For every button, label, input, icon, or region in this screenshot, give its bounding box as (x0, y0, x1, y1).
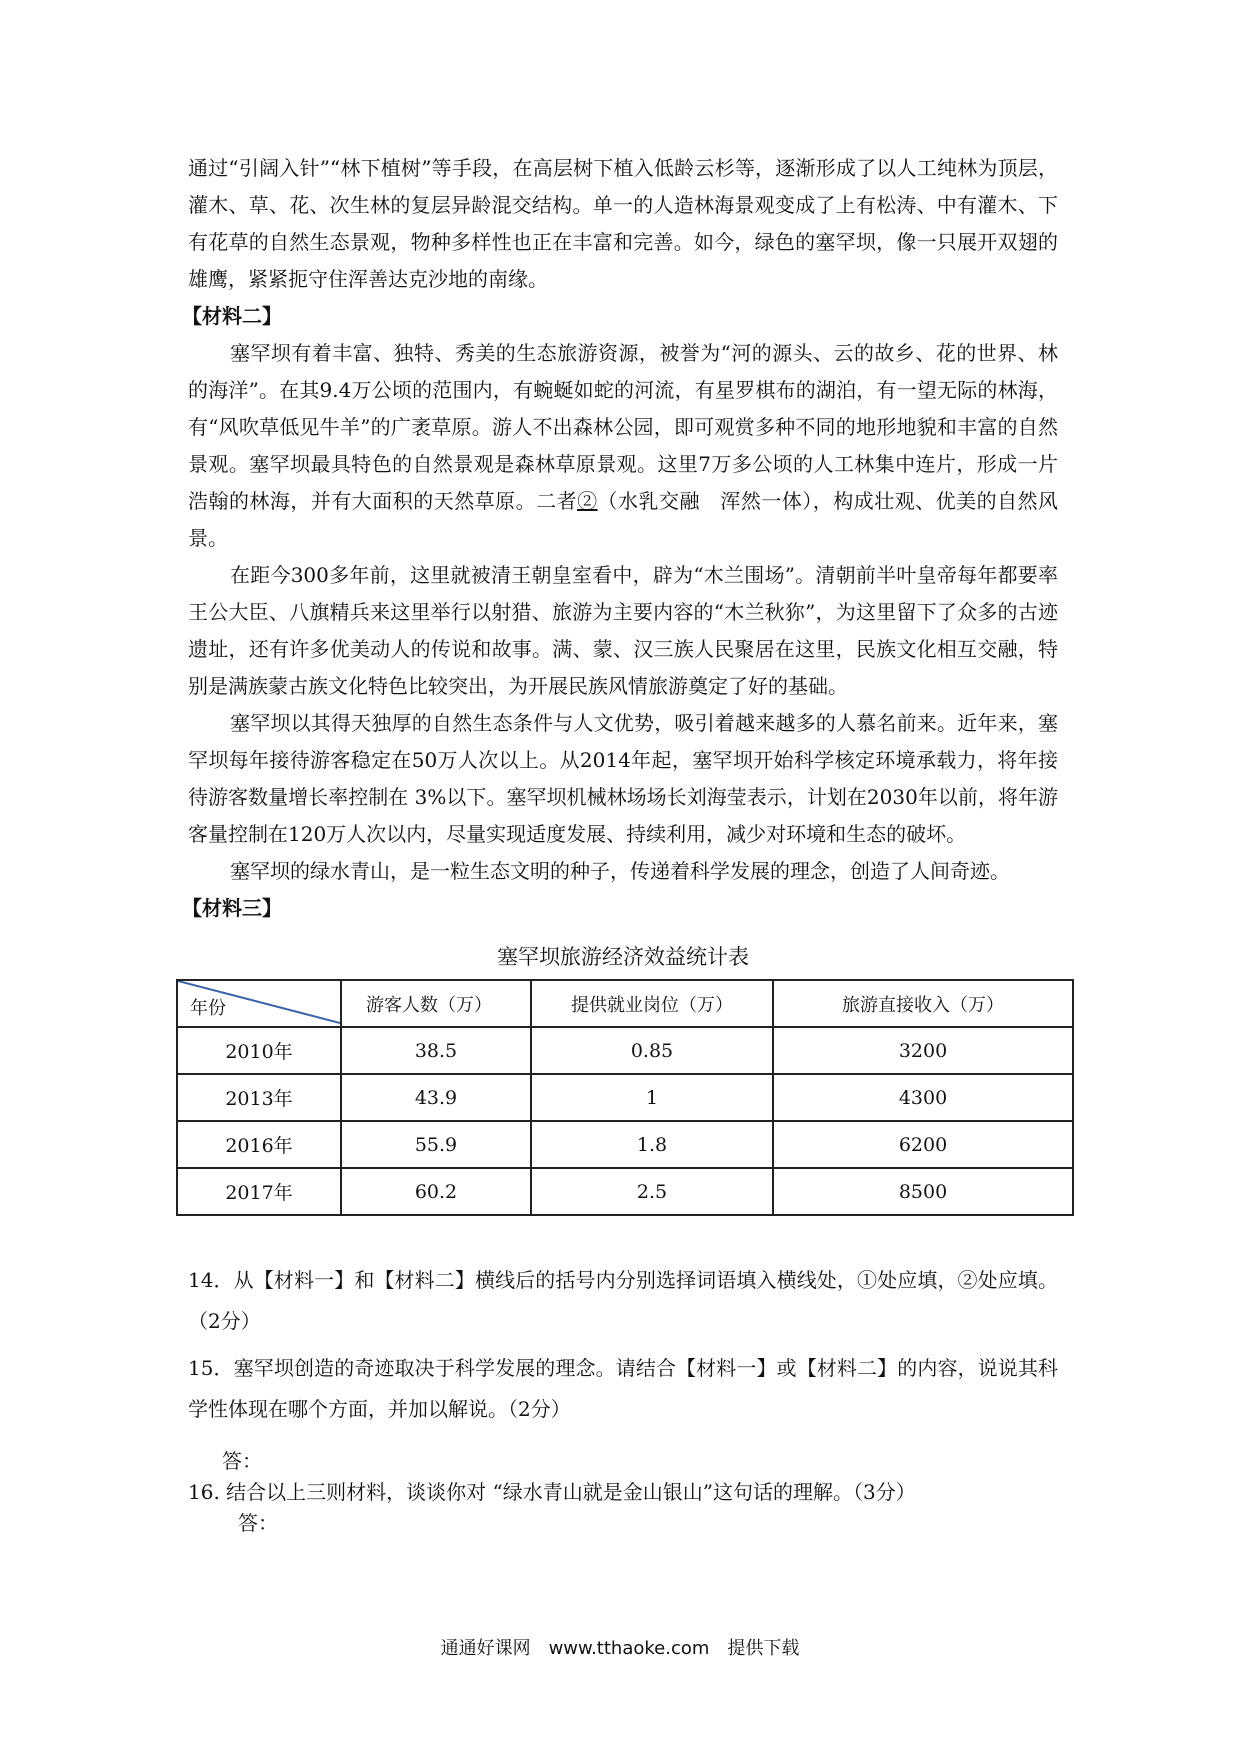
cell-year: 2010年 (177, 1027, 341, 1074)
question-15: 15．塞罕坝创造的奇迹取决于科学发展的理念。请结合【材料一】或【材料二】的内容，说说其科学性体现在哪个方面，并加以解说。（2分） (188, 1356, 1058, 1421)
answer-15-label: 答： (222, 1449, 262, 1473)
table-title: 塞罕坝旅游经济效益统计表 (497, 945, 749, 969)
heading-material-2: 【材料二】 (182, 304, 282, 328)
document-body (182, 150, 1059, 1538)
footer-credit: 通通好课网 www.tthaoke.com 提供下载 (440, 1638, 800, 1659)
cell-income: 4300 (773, 1074, 1073, 1121)
paragraph-material-2-c: 塞罕坝以其得天独厚的自然生态条件与人文优势，吸引着越来越多的人慕名前来。近年来，塞罕坝每年接待游客稳定在50万人次以上。从2014年起，塞罕坝开始科学核定环境承载力，将年接待游客数量增长率控制在 3%以下。塞罕坝机械林场场长刘海莹表示，计划在2030年以前，将年游客量控制在120万人次以内，尽量实现适度发展、持续利用，减少对环境和生态的破坏。 (188, 711, 1058, 846)
cell-jobs: 1 (531, 1074, 773, 1121)
paragraph-material-2-b: 在距今300多年前，这里就被清王朝皇室看中，辟为“木兰围场”。清朝前半叶皇帝每年都要率王公大臣、八旗精兵来这里举行以射猎、旅游为主要内容的“木兰秋狝”，为这里留下了众多的古迹遗址，还有许多优美动人的传说和故事。满、蒙、汉三族人民聚居在这里，民族文化相互交融，特别是满族蒙古族文化特色比较突出，为开展民族风情旅游奠定了好的基础。 (188, 563, 1058, 698)
cell-year: 2016年 (177, 1121, 341, 1168)
table-row (177, 1027, 1073, 1074)
question-14: 14．从【材料一】和【材料二】横线后的括号内分别选择词语填入横线处，①处应填，②处应填。（2分） (188, 1268, 1058, 1333)
paragraph-intro: 通过“引阔入针”“林下植树”等手段，在高层树下植入低龄云杉等，逐渐形成了以人工纯林为顶层，灌木、草、花、次生林的复层异龄混交结构。单一的人造林海景观变成了上有松涛、中有灌木、下有花草的自然生态景观，物种多样性也正在丰富和完善。如今，绿色的塞罕坝，像一只展开双翅的雄鹰，紧紧扼守住浑善达克沙地的南缘。 (188, 156, 1058, 291)
paragraph-material-2-a (188, 335, 1058, 557)
header-year: 年份 (190, 998, 226, 1019)
cell-visitors: 60.2 (341, 1168, 531, 1215)
statistics-table (176, 979, 1074, 1216)
cell-income: 8500 (773, 1168, 1073, 1215)
heading-material-3: 【材料三】 (182, 896, 282, 920)
text-run: 塞罕坝有着丰富、独特、秀美的生态旅游资源，被誉为“河的源头、云的故乡、花的世界、林的海洋”。在其9.4万公顷的范围内，有蜿蜒如蛇的河流，有星罗棋布的湖泊，有一望无际的林海，有“风吹草低见牛羊”的广袤草原。游人不出森林公园，即可观赏多种不同的地形地貌和丰富的自然景观。塞罕坝最具特色的自然景观是森林草原景观。这里7万多公顷的人工林集中连片，形成一片浩翰的林海，并有大面积的天然草原。二者 (188, 341, 1058, 513)
answer-16-label: 答： (238, 1511, 278, 1535)
text-run: （水乳交融 浑然一体），构成壮观、优美的自然风景。 (188, 489, 1059, 550)
blank-marker-2: ② (577, 489, 598, 513)
header-jobs: 提供就业岗位（万） (531, 980, 773, 1027)
cell-year: 2017年 (177, 1168, 341, 1215)
header-year-cell (177, 980, 341, 1027)
question-16: 16. 结合以上三则材料，谈谈你对 “绿水青山就是金山银山”这句话的理解。（3分） (188, 1480, 916, 1504)
cell-jobs: 1.8 (531, 1121, 773, 1168)
table-row (177, 1168, 1073, 1215)
table-header-row (177, 980, 1073, 1027)
table-row (177, 1121, 1073, 1168)
cell-jobs: 0.85 (531, 1027, 773, 1074)
paragraph-material-2-d: 塞罕坝的绿水青山，是一粒生态文明的种子，传递着科学发展的理念，创造了人间奇迹。 (230, 859, 1010, 883)
cell-visitors: 55.9 (341, 1121, 531, 1168)
table-row (177, 1074, 1073, 1121)
cell-visitors: 43.9 (341, 1074, 531, 1121)
cell-year: 2013年 (177, 1074, 341, 1121)
header-visitors: 游客人数（万） (341, 980, 531, 1027)
cell-visitors: 38.5 (341, 1027, 531, 1074)
header-income: 旅游直接收入（万） (773, 980, 1073, 1027)
cell-income: 6200 (773, 1121, 1073, 1168)
cell-jobs: 2.5 (531, 1168, 773, 1215)
cell-income: 3200 (773, 1027, 1073, 1074)
